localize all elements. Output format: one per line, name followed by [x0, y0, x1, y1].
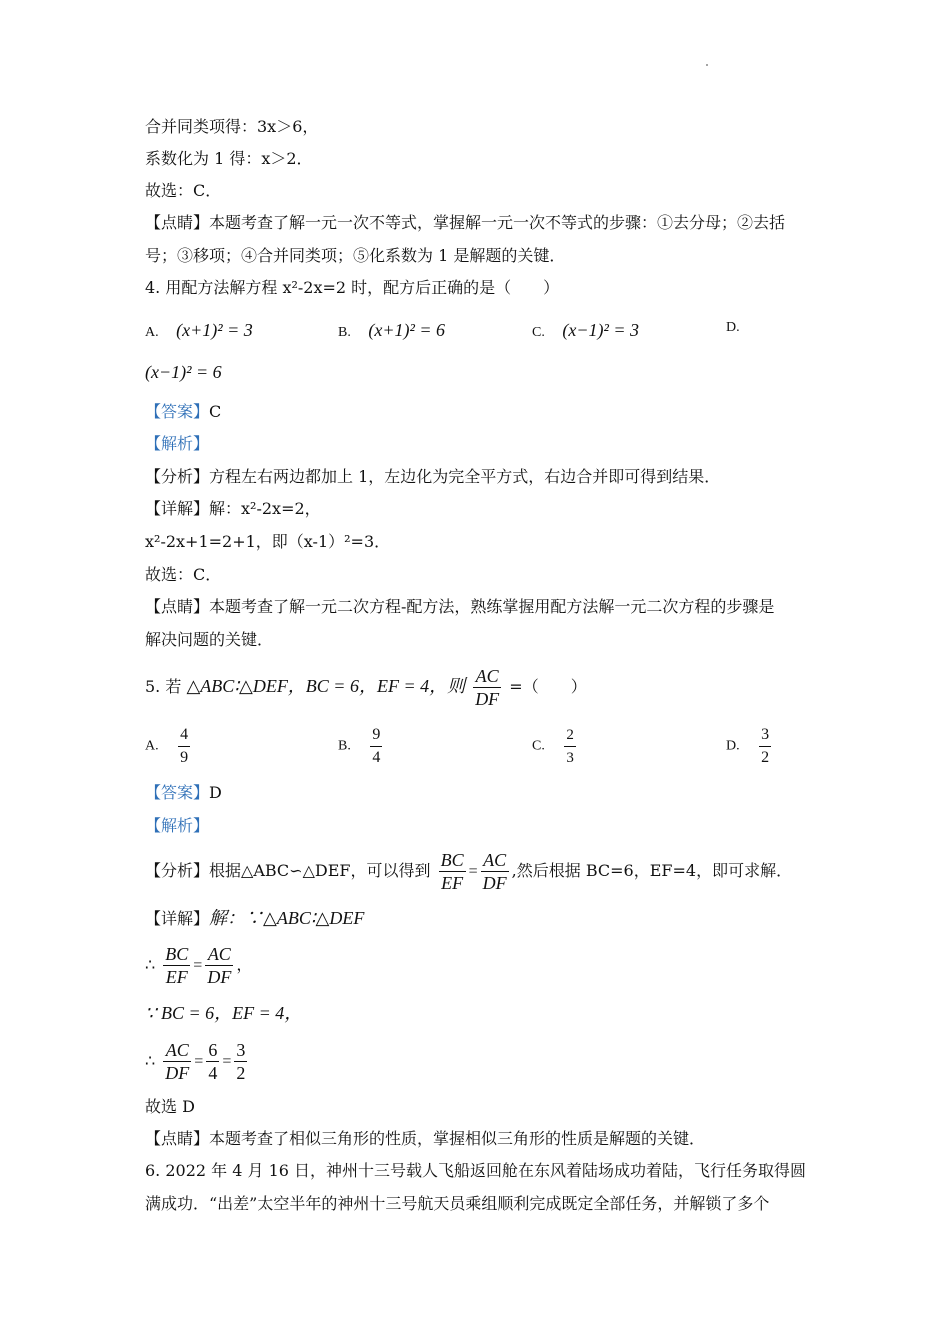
dianjing-paragraph	[145, 1129, 705, 1149]
option-b	[338, 724, 385, 769]
question-5	[145, 663, 587, 710]
jiexi-tag: 【解析】	[145, 434, 210, 453]
fraction-ac-df	[481, 849, 509, 894]
fraction-numerator: 4	[178, 724, 190, 747]
answer-value: D	[209, 783, 222, 802]
fraction-denominator: DF	[475, 689, 500, 709]
equals-sign: =	[468, 863, 478, 880]
answer-tag: 【答案】	[145, 402, 210, 421]
fraction-denominator: EF	[441, 873, 464, 893]
answer-value: C	[209, 402, 222, 421]
fenxi-text: 根据△ABC∽△DEF，可以得到	[209, 861, 431, 880]
text-line: 故选：C．	[145, 565, 222, 584]
text-line: 号；③移项；④合并同类项；⑤化系数为 1 是解题的关键．	[145, 246, 566, 265]
question-6-line-1: 6. 2022 年 4 月 16 日，神州十三号载人飞船返回舱在东风着陆场成功着陆，飞行任务取得圆	[145, 1161, 807, 1180]
option-letter: C.	[532, 325, 545, 340]
option-fraction	[370, 724, 382, 769]
fraction-numerator: AC	[473, 665, 501, 688]
answer-5	[145, 783, 222, 803]
option-d	[726, 724, 774, 769]
dianjing-tag: 【点睛】	[145, 1129, 210, 1148]
fenxi-paragraph	[145, 467, 720, 487]
dianjing-text: 本题考查了相似三角形的性质，掌握相似三角形的性质是解题的关键．	[209, 1129, 706, 1148]
option-letter: D.	[726, 738, 740, 754]
xiangjie-tag: 【详解】	[145, 499, 210, 518]
option-fraction	[759, 724, 771, 769]
jiexi-tag: 【解析】	[145, 816, 210, 835]
fraction-6-4	[206, 1039, 219, 1084]
fenxi-tag: 【分析】	[145, 467, 210, 486]
fraction-denominator: 9	[180, 749, 189, 766]
fraction-denominator: 3	[566, 750, 574, 766]
option-a	[145, 320, 253, 341]
question-4: 4. 用配方法解方程 x²-2x=2 时，配方后正确的是（ ）	[145, 278, 560, 297]
question-6-line-2: 满成功．“出差”太空半年的神州十三号航天员乘组顺利完成既定全部任务，并解锁了多个	[145, 1194, 770, 1213]
option-d-expression	[145, 362, 222, 383]
fraction-denominator: EF	[165, 967, 188, 987]
option-letter: D.	[726, 320, 740, 335]
therefore-step-2	[145, 1038, 250, 1085]
option-c	[532, 320, 639, 341]
fraction-denominator: DF	[482, 873, 507, 893]
fraction-numerator: AC	[205, 943, 233, 966]
question-number: 5. 若	[145, 677, 182, 696]
option-letter: C.	[532, 738, 545, 754]
option-d	[726, 320, 740, 336]
fraction-denominator: 4	[372, 749, 381, 766]
option-b	[338, 320, 445, 341]
option-expression: (x+1)² = 3	[176, 320, 253, 340]
fraction-bc-ef	[439, 849, 466, 894]
fraction-denominator: 2	[761, 749, 770, 766]
text-line: 故选 D	[145, 1097, 195, 1116]
option-expression: (x+1)² = 6	[368, 320, 446, 340]
fraction-denominator: DF	[207, 967, 232, 987]
dianjing-text: 本题考查了解一元一次不等式，掌握解一元一次不等式的步骤：①去分母；②去括	[209, 213, 786, 232]
text-line: 解决问题的关键．	[145, 630, 274, 649]
fraction-ac-df	[205, 943, 233, 988]
option-letter: B.	[338, 738, 351, 754]
dianjing-text: 本题考查了解一元二次方程-配方法，熟练掌握用配方法解一元二次方程的步骤是	[209, 597, 775, 616]
fenxi-text: ,然后根据 BC=6，EF=4，即可求解．	[511, 861, 793, 880]
xiangjie-tag: 【详解】	[145, 909, 210, 928]
fraction-denominator: DF	[165, 1063, 190, 1083]
option-letter: A.	[145, 325, 159, 340]
text-line: 合并同类项得：3x＞6，	[145, 117, 319, 136]
fraction-numerator: 3	[236, 1040, 246, 1060]
xiangjie-text: 解：∵△ABC∶△DEF	[209, 908, 365, 928]
fraction-numerator: BC	[165, 944, 189, 964]
text-line: 故选：C．	[145, 181, 222, 200]
answer-tag: 【答案】	[145, 783, 210, 802]
fenxi-text: 方程左右两边都加上 1，左边化为完全平方式，右边合并即可得到结果．	[209, 467, 721, 486]
fraction-bc-ef	[163, 943, 190, 988]
because-step: ∵ BC = 6，EF = 4，	[145, 1003, 303, 1023]
fraction-numerator: BC	[440, 850, 464, 870]
xiangjie-paragraph	[145, 499, 321, 519]
fraction-numerator: 9	[370, 724, 382, 747]
fraction-numerator: AC	[163, 1039, 191, 1062]
therefore-symbol: ∴	[145, 1053, 156, 1070]
dianjing-tag: 【点睛】	[145, 213, 210, 232]
fraction-3-2	[234, 1039, 247, 1084]
dianjing-paragraph	[145, 213, 785, 233]
text-line: 系数化为 1 得：x＞2．	[145, 149, 313, 168]
page-marker	[706, 64, 708, 66]
fraction-ac-df	[473, 665, 501, 710]
fraction-denominator: 2	[236, 1063, 246, 1083]
fraction-numerator: 6	[208, 1040, 218, 1060]
fenxi-paragraph	[145, 848, 792, 895]
fraction-numerator: 3	[759, 724, 771, 747]
xiangjie-paragraph	[145, 908, 364, 929]
option-c	[532, 724, 579, 769]
comma: ，	[236, 955, 253, 974]
option-fraction	[564, 724, 576, 769]
option-letter: A.	[145, 738, 159, 754]
dianjing-paragraph	[145, 597, 774, 617]
fraction-ac-df	[163, 1039, 191, 1084]
option-letter: B.	[338, 325, 351, 340]
fraction-numerator: AC	[481, 849, 509, 872]
option-fraction	[178, 724, 190, 769]
equals-sign: =	[193, 957, 203, 974]
therefore-step-1	[145, 942, 252, 989]
dianjing-tag: 【点睛】	[145, 597, 210, 616]
therefore-symbol: ∴	[145, 957, 156, 974]
fraction-denominator: 4	[208, 1063, 218, 1083]
fenxi-tag: 【分析】	[145, 861, 210, 880]
answer-4	[145, 402, 221, 422]
equals-sign: =	[222, 1053, 232, 1070]
option-expression: (x−1)² = 6	[145, 362, 222, 382]
equals-sign: =	[194, 1053, 204, 1070]
option-a	[145, 724, 193, 769]
question-condition: △ABC∶△DEF，BC = 6，EF = 4，则	[186, 676, 466, 696]
option-expression: (x−1)² = 3	[562, 320, 640, 340]
solution-step: x²-2x+1=2+1，即（x-1）²=3．	[145, 532, 391, 551]
question-suffix: =（ ）	[509, 677, 587, 696]
xiangjie-text: 解：x²-2x=2，	[209, 499, 321, 518]
fraction-numerator: 2	[564, 724, 576, 747]
